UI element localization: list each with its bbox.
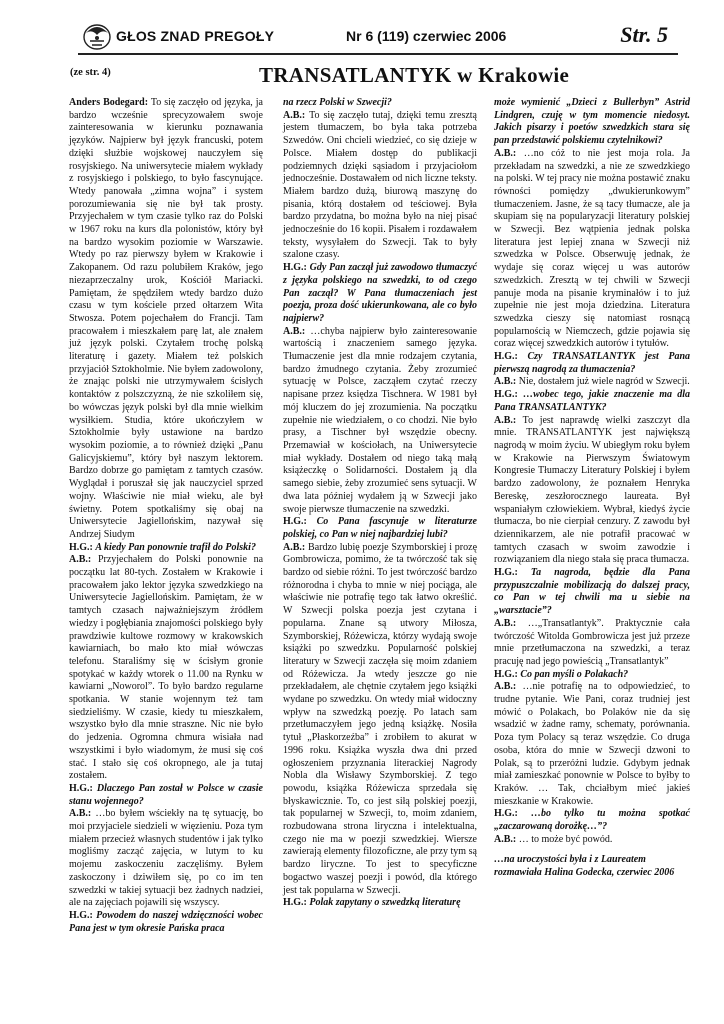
paragraph [494, 389, 690, 414]
continued-note: (ze str. 4) [70, 67, 111, 78]
answer-text: To się zaczęło od języka, ja bardzo wcześnie sprecyzowałem swoje zainteresowania w kierunku poznawania języków. Najpierw był język francuski, potem dzięki służbie wojskowej nauczyłem się rosyjskiego. Na uniwersytecie miałem wykłady z rosyjskiego i polskiego, to było fascynujące. Wtedy panowała „zimna wojna” i system porozumiewania się nie był tak prosty. Przyjechałem w tym czasie tylko raz do Polski w 1967 roku na kurs dla polonistów, który był na bardzo wysokim poziomie w Warszawie. Wtedy po raz pierwszy byłem w Krakowie i Zakopanem. Od razu polubiłem Kraków, jego niezaprzeczalny urok, Kościół Mariacki. Pamiętam, że spędziłem wtedy bardzo dużo czasu w tym kościele przed ołtarzem Wita Stwosza. Potem pojechałem do Francji. Tam pracowałem i mieszkałem parę lat, ale znałem już język polski. Czytałem trochę polską literaturę i gazety. Miałem też polskich przyjaciół Sztokholmie. Nie byłem zadowolony, że znając polski nie utrzymywałem ścisłych kontaktów z polszczyzną, że nie szkoliłem się, bo wówczas język polski był dla mnie wielkim wysiłkiem. Studia, które ukończyłem w Sztokholmie były ustawione na bardzo wysokim poziomie, a to również dzięki „Panu Galicyjskiemu”, który był naszym lektorem. Bardzo dobrze go pamiętam z tamtych czasów. Wyglądał i poruszał się jak nauczyciel sprzed wojny. Właściwie nie miał wieku, ale był świetny. Potem spotkaliśmy się obaj na Uniwersytecie Jagiellońskim, nazywał się Andrzej Siudym [69, 97, 263, 540]
article-column-2 [283, 97, 477, 910]
question-text: Polak zapytany o szwedzką literaturę [309, 897, 461, 909]
speaker-label: H.G.: [494, 808, 518, 820]
speaker-label: A.B.: [494, 376, 517, 388]
paragraph [69, 910, 263, 935]
page-header [78, 19, 678, 55]
masthead-title: GŁOS ZNAD PREGOŁY [116, 28, 275, 44]
paragraph [283, 97, 477, 110]
speaker-label: A.B.: [494, 617, 517, 629]
speaker-label: H.G.: [494, 668, 518, 680]
paragraph [283, 542, 477, 898]
answer-text: Nie, dostałem już wiele nagród w Szwecji. [518, 376, 690, 388]
paragraph [494, 148, 690, 351]
article-title: TRANSATLANTYK w Krakowie [259, 63, 570, 87]
paragraph [283, 326, 477, 517]
paragraph [69, 554, 263, 783]
speaker-label: A.B.: [69, 554, 92, 566]
answer-text: …„Transatlantyk”. Praktycznie cała twórczość Witolda Gombrowicza jest już przeze mnie przetłumaczona na szwedzki, a teraz pracuję nad jego powieścią „Transatlantyk” [494, 617, 690, 667]
answer-text: …chyba najpierw było zainteresowanie wartością i znaczeniem samego języka. Tłumaczenie jest dla mnie rodzajem czytania, bardzo żmudnego czytania. Żeby zrozumieć sytuację w Polsce, zacząłem czytać rzeczy napisane przez księdza Tischnera. W 1981 był mój kluczem do jej zrozumienia. Na początku zupełnie nie wiedziałem, o co chodzi. Nie było prasy, a Tischner był wszędzie obecny. Przemawiał w kościołach, na Uniwersytecie miał wykłady. Dostałem od niego taką małą książeczkę o Solidarności. Dostałem ją dla samego siebie, żeby zrozumieć sens sytuacji. W dwa lata później wydałem ją w Szwecji jako swoje pierwsze tłumaczenie na szwedzki. [283, 325, 477, 515]
answer-text: …bo byłem wściekły na tę sytuację, bo moi przyjaciele siedzieli w więzieniu. Poza tym miałem przecież własnych studentów i jak tylko mogliśmy zacząć zajęcia, w lutym to ku mojemu zaskoczeniu zaczęliśmy. Byłem zaskoczony i dziwiłem się, po co im ten szwedzki w takiej sytuacji bez żadnych nadziei, ale na zajęciach pojawili się wszyscy. [69, 808, 263, 909]
speaker-label: A.B.: [69, 808, 92, 820]
paragraph [494, 669, 690, 682]
paragraph [494, 97, 690, 148]
speaker-label: H.G.: [283, 516, 307, 528]
paragraph [494, 681, 690, 808]
question-text: może wymienić „Dzieci z Bullerbyn” Astrid Lindgren, czuję w tym momencie niedosyt. Jakich pisarzy i poetów szwedzkich stara się pan przedstawić polskiemu czytelnikowi? [494, 97, 690, 147]
paragraph [494, 808, 690, 833]
question-text: Co Pana fascynuje w literaturze polskiej, co Pan w niej najbardziej lubi? [283, 516, 477, 540]
question-text: na rzecz Polski w Szwecji? [283, 97, 392, 108]
page-number: Str. 5 [620, 22, 668, 47]
speaker-label: H.G.: [283, 897, 307, 909]
paragraph [69, 542, 263, 555]
speaker-label: H.G.: [494, 567, 518, 579]
signature-line: rozmawiała Halina Godecka, czerwiec 2006 [494, 867, 675, 879]
paragraph [494, 834, 690, 847]
speaker-label: A.B.: [494, 147, 517, 159]
speaker-label: A.B.: [283, 541, 306, 553]
newspaper-logo-icon [78, 19, 116, 53]
answer-text: Bardzo lubię poezje Szymborskiej i prozę Gombrowicza, pomimo, że ta twórczość tak się bardzo od siebie różni. To jest twórczość bardzo różnorodna i chyba to mnie w niej pociąga, ale właściwie nie potrafię tego tak łatwo określić. W Szwecji polska poezja jest czytana i popularna. Znane są utwory Miłosza, Szymborskiej, Różewicza, którzy wydają swoje książki po szwedzku. Popularność polskiej literatury w Szwecji zaczęła się moim zdaniem od Różewicza. Ja wtedy jeszcze go nie przekładałem, ale chętnie czytałem jego książki wydane po szwedzku. On wtedy miał widoczny wpływ na szwedzką poezję. Po latach sam przetłumaczyłem jego jedną książkę. Nosiła tytuł „Płaskorzeźba” i zrobiłem to akurat w 1996 roku. Książka wyszła dwa dni przed ogłoszeniem przyznania literackiej Nagrody Nobla dla Wisławy Szymborskiej. Z tego powodu, książka Różewicza sprzedała się błyskawicznie. To, co jest siłą polskiej poezji, tak popularnej w Szwecji, to, moim zdaniem, rozbudowana strona liryczna i intelektualna, czego nie ma w poezji szwedzkiej. Wiersze zawierają elementy filozoficzne, ale przy tym są bardzo liryczne. To jest to specyficzne bogactwo waszej poezji i powód, dla którego jest tak popularna w Szwecji. [283, 541, 478, 896]
paragraph [69, 808, 263, 910]
question-text: A kiedy Pan ponownie trafił do Polski? [95, 541, 256, 553]
speaker-label: H.G.: [69, 541, 93, 553]
signature-line: …na uroczystości była i z Laureatem [494, 854, 646, 866]
paragraph [283, 516, 477, 541]
answer-text: … to może być powód. [518, 833, 613, 845]
spacer [494, 846, 690, 854]
answer-text: To jest naprawdę wielki zaszczyt dla mnie. TRANSATLANTYK jest największą nagrodą w moim życiu. W ubiegłym roku byłem w Krakowie na Pierwszym Światowym Kongresie Tłumaczy Literatury Polskiej i byłem bardzo zadowolony, że poznałem Henryka Bereskę, zeszłorocznego laureata. Był wspaniałym człowiekiem. Wybrał, kiedyś życie tłumacza, bo nie cierpiał cenzury. Z zawodu był dziennikarzem, ale nie potrafił pracować w tamtych czasach w swoim zawodzie i rozwiązaniem dla niego stała się praca tłumacza. [494, 414, 690, 566]
paragraph [283, 897, 477, 910]
answer-text: Przyjechałem do Polski ponownie na początku lat 80-tych. Zostałem w Krakowie i pracowałem jako lektor języka szwedzkiego na Uniwersytecie Jagiellońskim. Pamiętam, że w tamtych czasach najważniejszym źródłem wiedzy i pogłębiania znajomości polskiego były prawdziwie kultowe rozmowy w krakowskich kawiarniach, bo mało kto miał wówczas telefonu. Staraliśmy się w ścisłym gronie spotykać w każdy wtorek o 11.00 na Rynku w kawiarni „Noworol”. To było bardzo regularne spotkania. W stanie wojennym też tam siedzieliśmy. W czasie, kiedy tu mieszkałem, wszystko było dla mnie straszne. Nic nie było do jedzenia. Ogromna chmura wisiała nad wszystkimi i było wiadomym, że musi się coś stać. I stało się coś okropnego, ale ja tutaj zostałem. [69, 554, 264, 782]
article-column-3 [494, 97, 690, 880]
speaker-label: Anders Bodegard: [69, 97, 149, 108]
paragraph [494, 618, 690, 669]
speaker-label: H.G.: [494, 389, 518, 401]
speaker-label: A.B.: [494, 833, 517, 845]
article-column-1 [69, 97, 263, 935]
speaker-label: A.B.: [494, 414, 517, 426]
question-text: …wobec tego, jakie znaczenie ma dla Pana TRANSATLANTYK? [494, 389, 690, 413]
answer-text: …nie potrafię na to odpowiedzieć, to trudne pytanie. Wie Pani, coraz trudniej jest mówić o Polakach, bo Polaków nie da się wsadzić w żadne ramy, schematy, porównania. Poza tym Polacy są teraz wszędzie. Co druga osoba, która do mnie w Szwecji dzwoni to Polak, są to przeróżni ludzie. Gdybym jednak miał zamieszkać ponownie w Polsce to byłby to Kraków. … Tak, chciałbym mieć jakieś mieszkanie w Krakowie. [494, 681, 691, 807]
answer-text: …no cóż to nie jest moja rola. Ja przekładam na szwedzki, a nie ze szwedzkiego na polski. W tej pracy nie można postawić znaku równości pomiędzy „dwukierunkowym” tłumaczeniem. Jasne, że są tacy tłumacze, ale ja skupiam się na popularyzacji literatury polskiej w Szwecji. Bez wątpienia jednak polska literatura jest lepiej znana w Szwecji niż szwedzka w Polsce. Obserwuję jednak, że wydaje się coraz więcej u was autorów szwedzkich. Zresztą w tej chwili w Szwecji panuje moda na pisanie kryminałów i to już zupełnie nie jest moja dziedzina. Literatura szwedzka cieszy się natomiast rosnącą popularnością w Niemczech, gdzie pojawia się coraz więcej szwedzkich autorów i tytułów. [494, 147, 690, 350]
answer-text: To się zaczęło tutaj, dzięki temu zresztą jestem tłumaczem, bo była taka potrzeba Szwedów. Oni chcieli wiedzieć, co się dzieje w Polsce. Miałem dostęp do publikacji podziemnych dzięki sąsiadom i przyjaciołom jednocześnie. Dostawałem od nich liczne teksty. Miałem bardzo dużą, biurową maszynę do pisania, którą dostałem od teściowej. Była bardzo przydatna, bo można było na niej pisać jednocześnie do 16 kopii. Pisałem i rozdawałem teksty, wysyłałem do Szwecji. Tak to były szalone czasy. [283, 109, 477, 261]
paragraph [494, 567, 690, 618]
paragraph [69, 97, 263, 542]
question-text: Powodem do naszej wdzięczności wobec Pana jest w tym okresie Pańska praca [69, 910, 263, 934]
speaker-label: A.B.: [283, 109, 306, 121]
question-text: Dlaczego Pan został w Polsce w czasie stanu wojennego? [69, 782, 263, 807]
speaker-label: H.G.: [69, 782, 93, 794]
question-text: …bo tylko tu można spotkać „zaczarowaną dorożkę…”? [494, 808, 690, 833]
speaker-label: H.G.: [283, 262, 307, 274]
speaker-label: A.B.: [283, 325, 306, 337]
speaker-label: H.G.: [494, 351, 518, 363]
paragraph [494, 351, 690, 376]
question-text: Co pan myśli o Polakach? [520, 668, 629, 680]
speaker-label: H.G.: [69, 910, 93, 921]
paragraph [494, 376, 690, 389]
paragraph [69, 783, 263, 808]
speaker-label: A.B.: [494, 681, 517, 693]
question-text: Czy TRANSATLANTYK jest Pana pierwszą nagrodą za tłumaczenia? [494, 351, 691, 375]
paragraph [283, 110, 477, 262]
paragraph [283, 262, 477, 326]
paragraph [494, 415, 690, 567]
question-text: Ta nagroda, będzie dla Pana przypuszczalnie mobilizacją do dalszej pracy, co Pan w tej chwili ma u siebie na „warsztacie”? [494, 567, 691, 617]
question-text: Gdy Pan zaczął już zawodowo tłumaczyć z języka polskiego na szwedzki, to od czego Pan zaczął? W Pana tłumaczeniach jest poezja, proza dość ukierunkowana, ale co było najpierw? [283, 262, 477, 324]
issue-info: Nr 6 (119) czerwiec 2006 [346, 28, 507, 44]
